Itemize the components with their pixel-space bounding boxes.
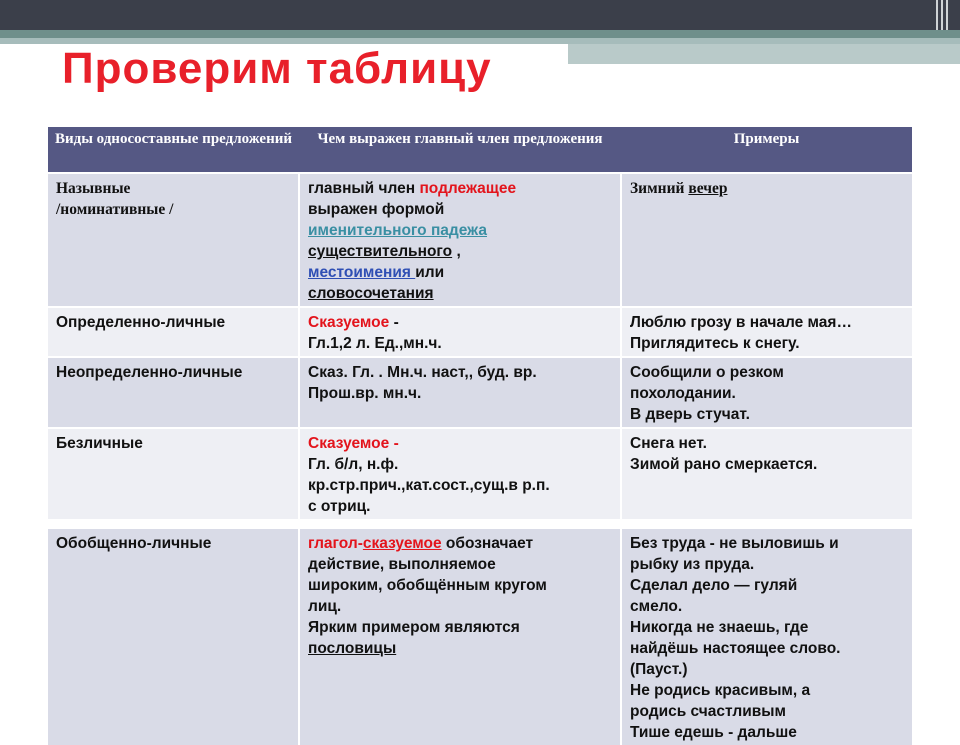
example-cell: Без труда - не выловишь и рыбку из пруда. Сделал дело — гуляй смело. Никогда не знаешь, где найдёшь настоящее слово. (Пауст.) Не родись красивым, а родись счастливым Тише едешь - дальше	[621, 528, 912, 745]
table-row	[48, 173, 912, 307]
type-text: /номинативные /	[56, 201, 174, 218]
example-cell: Сообщили о резком похолодании. В дверь стучат.	[621, 357, 912, 428]
expression-cell: глагол-сказуемое обозначает действие, выполняемое широким, обобщённым кругом лиц. Ярким примером являются пословицы	[299, 528, 621, 745]
table-row	[48, 528, 912, 745]
expression-cell: Сказ. Гл. . Мн.ч. наст,, буд. вр. Прош.вр. мн.ч.	[299, 357, 621, 428]
table-row	[48, 428, 912, 519]
type-text: Назывные	[56, 180, 131, 197]
table-header-row	[48, 127, 912, 173]
top-banner-bar	[0, 0, 960, 30]
highlight-case: именительного падежа	[308, 222, 487, 239]
type-cell: Определенно-личные	[48, 307, 299, 357]
slide-title: Проверим таблицу	[62, 44, 492, 93]
example-cell: Люблю грозу в начале мая… Приглядитесь к снегу.	[621, 307, 912, 357]
type-cell: Безличные	[48, 428, 299, 519]
sentence-types-table	[48, 127, 912, 745]
header-types: Виды односоставные предложений	[48, 127, 299, 173]
type-cell: Неопределенно-личные	[48, 357, 299, 428]
header-examples: Примеры	[621, 127, 912, 173]
expression-cell: Сказуемое - Гл. б/л, н.ф. кр.стр.прич.,кат.сост.,сущ.в р.п. с отриц.	[299, 428, 621, 519]
highlight-subject: подлежащее	[419, 180, 517, 197]
example-cell: Зимний вечер	[621, 173, 912, 307]
header-expression: Чем выражен главный член предложения	[299, 127, 621, 173]
type-cell: Обобщенно-личные	[48, 528, 299, 745]
example-cell: Снега нет. Зимой рано смеркается.	[621, 428, 912, 519]
header-stripe-dark	[0, 30, 960, 38]
type-cell	[48, 173, 299, 307]
header-stripe-block	[568, 44, 960, 64]
table-row	[48, 307, 912, 357]
expression-cell: главный член подлежащее выражен формой именительного падежа существительного , местоимения или словосочетания	[299, 173, 621, 307]
table-row	[48, 357, 912, 428]
highlight-pronoun: местоимения	[308, 264, 416, 281]
row-spacer	[48, 519, 912, 528]
expression-cell: Сказуемое - Гл.1,2 л. Ед.,мн.ч.	[299, 307, 621, 357]
